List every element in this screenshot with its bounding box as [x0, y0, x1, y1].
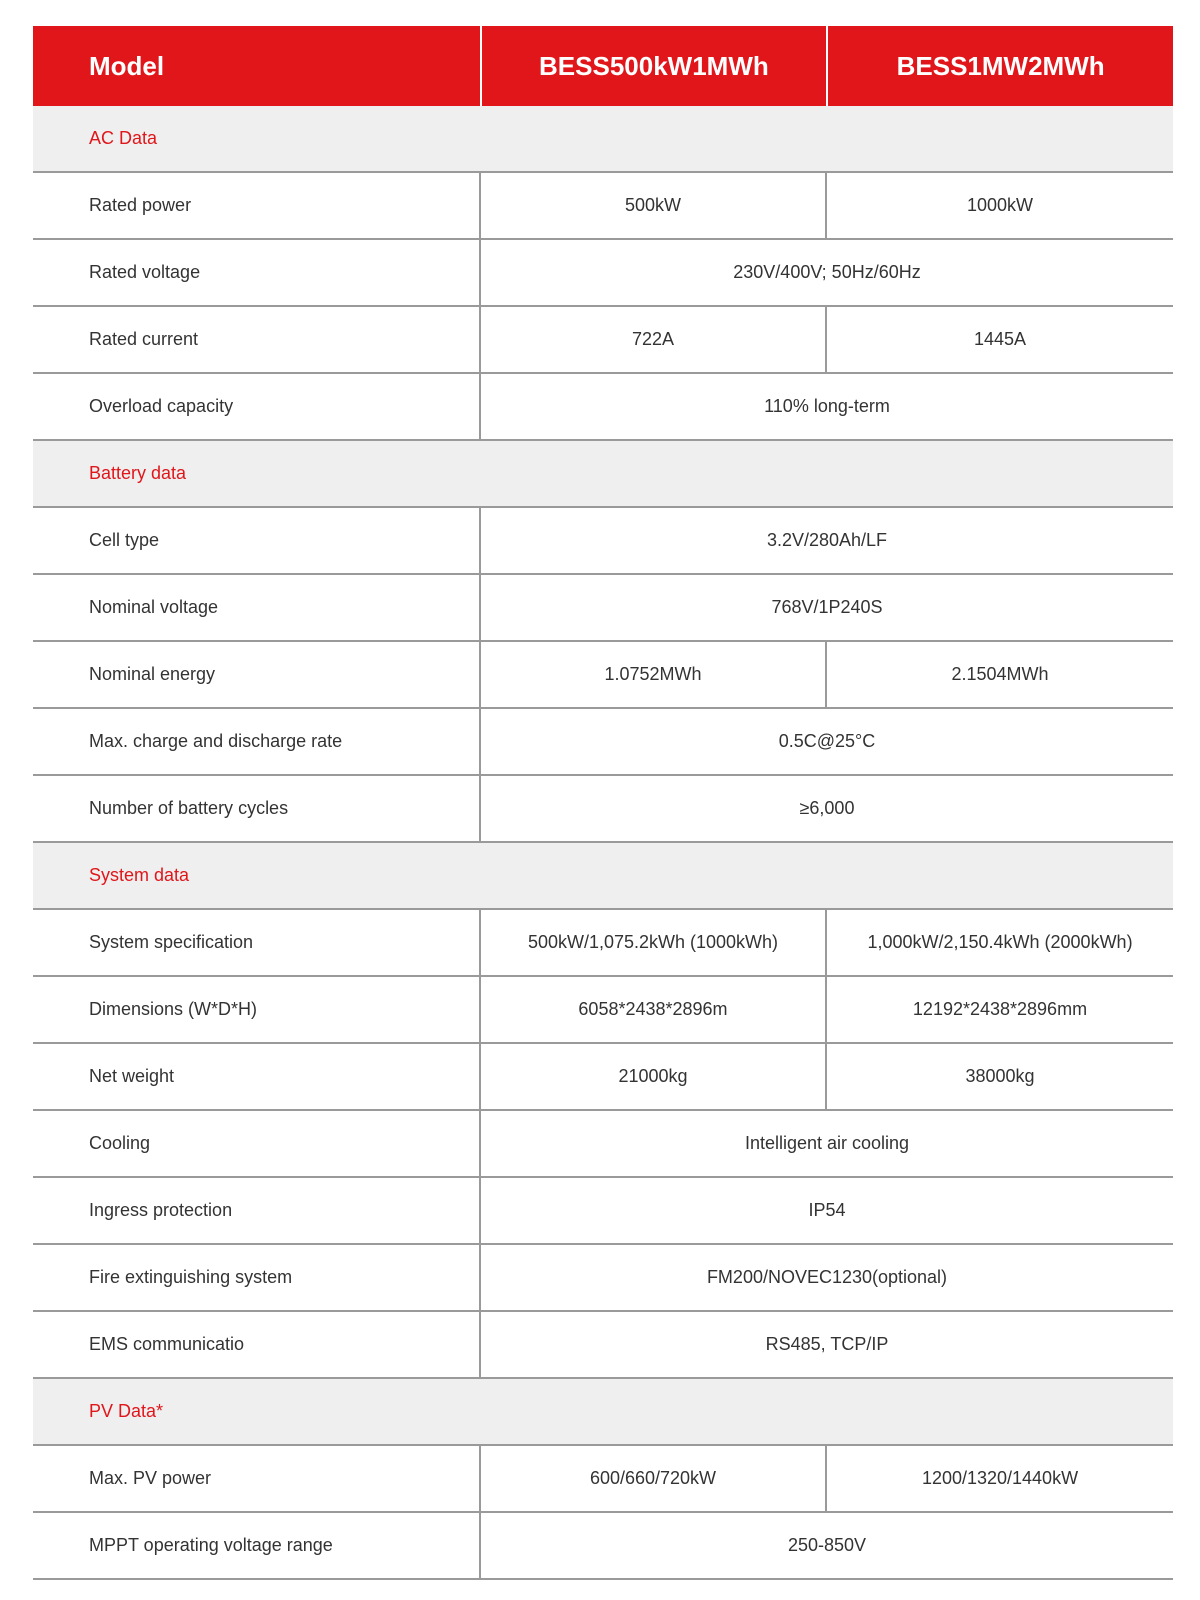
spec-table: [33, 26, 1173, 1580]
row-charge-discharge-rate: [33, 709, 1173, 776]
value-model-2: 1445A: [973, 329, 1027, 349]
value-model-1: 500kW/1,075.2kWh (1000kWh): [481, 910, 827, 975]
row-ingress-protection: [33, 1178, 1173, 1245]
value-model-2: 1,000kW/2,150.4kWh (2000kWh): [867, 932, 1133, 952]
row-label: Fire extinguishing system: [33, 1245, 481, 1310]
row-max-pv-power: [33, 1446, 1173, 1513]
row-net-weight: [33, 1044, 1173, 1111]
row-label: MPPT operating voltage range: [33, 1513, 481, 1578]
value-shared: 250-850V: [787, 1535, 867, 1555]
row-label: Max. PV power: [33, 1446, 481, 1511]
value-shared: RS485, TCP/IP: [765, 1334, 889, 1354]
value-model-2: 12192*2438*2896mm: [912, 999, 1088, 1019]
value-model-1: 6058*2438*2896m: [481, 977, 827, 1042]
value-model-1: 500kW: [481, 173, 827, 238]
row-fire-extinguishing: [33, 1245, 1173, 1312]
value-model-2: 1200/1320/1440kW: [921, 1468, 1079, 1488]
value-shared: Intelligent air cooling: [744, 1133, 910, 1153]
row-label: Cell type: [33, 508, 481, 573]
row-label: Cooling: [33, 1111, 481, 1176]
value-shared: FM200/NOVEC1230(optional): [706, 1267, 948, 1287]
value-shared: 768V/1P240S: [771, 597, 883, 617]
row-nominal-voltage: [33, 575, 1173, 642]
row-label: Nominal energy: [33, 642, 481, 707]
row-cooling: [33, 1111, 1173, 1178]
value-model-1: 600/660/720kW: [481, 1446, 827, 1511]
header-model-1: BESS500kW1MWh: [480, 26, 827, 106]
value-shared: 230V/400V; 50Hz/60Hz: [733, 262, 921, 282]
row-nominal-energy: [33, 642, 1173, 709]
value-shared: ≥6,000: [799, 798, 855, 818]
value-shared: 0.5C@25°C: [778, 731, 876, 751]
value-model-2: 38000kg: [965, 1066, 1035, 1086]
row-label: Nominal voltage: [33, 575, 481, 640]
value-model-1: 21000kg: [481, 1044, 827, 1109]
row-label: System specification: [33, 910, 481, 975]
row-rated-power: [33, 173, 1173, 240]
row-label: Rated voltage: [33, 240, 481, 305]
header-model-2: BESS1MW2MWh: [826, 26, 1173, 106]
value-model-1: 1.0752MWh: [481, 642, 827, 707]
row-overload-capacity: [33, 374, 1173, 441]
value-shared: 110% long-term: [764, 396, 890, 416]
row-label: Dimensions (W*D*H): [33, 977, 481, 1042]
value-model-2: 1000kW: [966, 195, 1034, 215]
row-system-specification: [33, 910, 1173, 977]
row-label: Rated power: [33, 173, 481, 238]
row-ems-communication: [33, 1312, 1173, 1379]
row-label: Rated current: [33, 307, 481, 372]
section-ac-data: AC Data: [33, 106, 1173, 173]
value-shared: 3.2V/280Ah/LF: [766, 530, 888, 550]
row-label: Overload capacity: [33, 374, 481, 439]
row-cell-type: [33, 508, 1173, 575]
row-dimensions: [33, 977, 1173, 1044]
value-model-2: 2.1504MWh: [951, 664, 1049, 684]
table-header: [33, 26, 1173, 106]
row-label: Ingress protection: [33, 1178, 481, 1243]
row-label: Net weight: [33, 1044, 481, 1109]
header-model: Model: [89, 50, 165, 81]
row-mppt-voltage-range: [33, 1513, 1173, 1580]
row-rated-current: [33, 307, 1173, 374]
section-system-data: System data: [33, 843, 1173, 910]
row-rated-voltage: [33, 240, 1173, 307]
row-label: EMS communicatio: [33, 1312, 481, 1377]
section-pv-data: PV Data*: [33, 1379, 1173, 1446]
value-model-1: 722A: [481, 307, 827, 372]
section-battery-data: Battery data: [33, 441, 1173, 508]
value-shared: IP54: [808, 1200, 846, 1220]
row-label: Number of battery cycles: [33, 776, 481, 841]
row-battery-cycles: [33, 776, 1173, 843]
row-label: Max. charge and discharge rate: [33, 709, 481, 774]
